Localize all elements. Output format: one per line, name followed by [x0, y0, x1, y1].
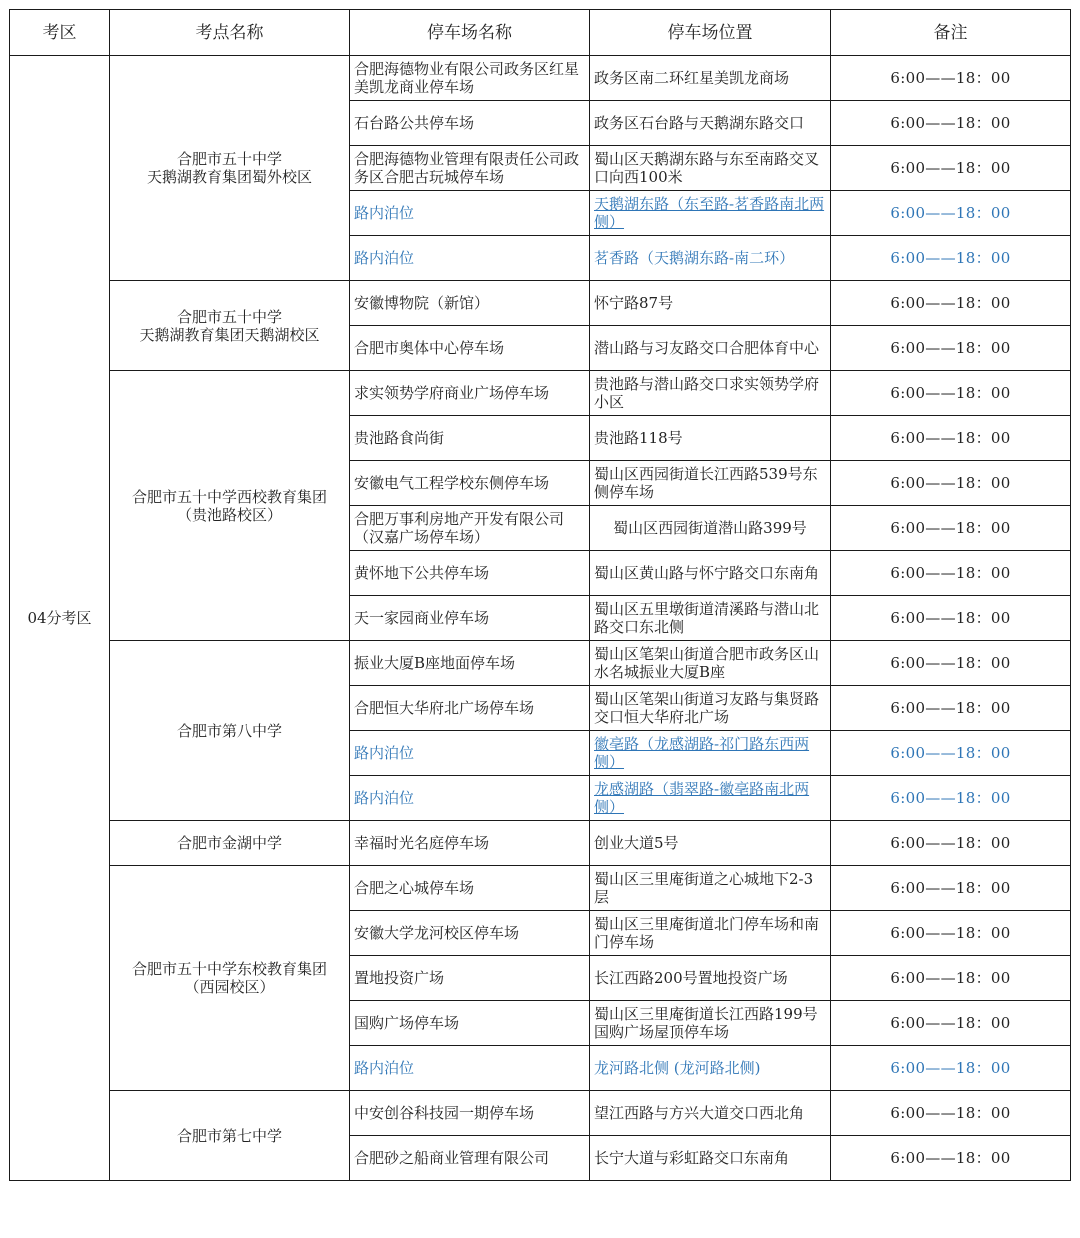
hours-cell: 6:00——18：00: [831, 281, 1071, 326]
hours-cell: 6:00——18：00: [831, 236, 1071, 281]
table-row: [10, 866, 1071, 911]
lot-name-cell: 路内泊位: [350, 236, 590, 281]
school-name-line1: 合肥市第七中学: [176, 1126, 282, 1145]
hours-cell: 6:00——18：00: [831, 1001, 1071, 1046]
school-name-line1: 合肥市五十中学: [176, 150, 282, 168]
table-row: [10, 56, 1071, 101]
hours-cell: 6:00——18：00: [831, 731, 1071, 776]
lot-name-cell: 贵池路食尚街: [350, 416, 590, 461]
hours-cell: 6:00——18：00: [831, 326, 1071, 371]
lot-name-cell: 合肥恒大华府北广场停车场: [350, 686, 590, 731]
hours-cell: 6:00——18：00: [831, 191, 1071, 236]
hours-cell: 6:00——18：00: [831, 821, 1071, 866]
lot-location-cell: 贵池路与潜山路交口求实领势学府小区: [590, 371, 831, 416]
header-region: 考区: [10, 10, 110, 56]
table-row: [10, 1091, 1071, 1136]
lot-location-cell: 蜀山区三里庵街道北门停车场和南门停车场: [590, 911, 831, 956]
lot-location-cell: 创业大道5号: [590, 821, 831, 866]
lot-name-cell: 路内泊位: [350, 776, 590, 821]
lot-location-cell: 长宁大道与彩虹路交口东南角: [590, 1136, 831, 1181]
hours-cell: 6:00——18：00: [831, 146, 1071, 191]
lot-name-cell: 路内泊位: [350, 191, 590, 236]
hours-cell: 6:00——18：00: [831, 371, 1071, 416]
hours-cell: 6:00——18：00: [831, 461, 1071, 506]
hours-cell: 6:00——18：00: [831, 776, 1071, 821]
lot-name-cell: 幸福时光名庭停车场: [350, 821, 590, 866]
table-body: [10, 56, 1071, 1181]
table-row: [10, 641, 1071, 686]
lot-location-cell: 贵池路118号: [590, 416, 831, 461]
header-remark: 备注: [831, 10, 1071, 56]
lot-name-cell: 合肥市奥体中心停车场: [350, 326, 590, 371]
lot-name-cell: 安徽电气工程学校东侧停车场: [350, 461, 590, 506]
school-cell: [110, 866, 350, 1091]
hours-cell: 6:00——18：00: [831, 1046, 1071, 1091]
hours-cell: 6:00——18：00: [831, 416, 1071, 461]
school-name-line1: 合肥市五十中学东校教育集团: [131, 960, 327, 978]
lot-location-cell: 蜀山区黄山路与怀宁路交口东南角: [590, 551, 831, 596]
lot-location-cell: 龙河路北侧 (龙河路北侧): [590, 1046, 831, 1091]
lot-name-cell: 天一家园商业停车场: [350, 596, 590, 641]
lot-location-cell: 怀宁路87号: [590, 281, 831, 326]
hours-cell: 6:00——18：00: [831, 956, 1071, 1001]
header-lot-location: 停车场位置: [590, 10, 831, 56]
table-row: [10, 281, 1071, 326]
hours-cell: 6:00——18：00: [831, 56, 1071, 101]
school-name-line2: 天鹅湖教育集团蜀外校区: [146, 168, 312, 186]
hours-cell: 6:00——18：00: [831, 596, 1071, 641]
hours-cell: 6:00——18：00: [831, 101, 1071, 146]
hours-cell: 6:00——18：00: [831, 641, 1071, 686]
lot-name-cell: 黄怀地下公共停车场: [350, 551, 590, 596]
lot-location-cell: 茗香路（天鹅湖东路-南二环）: [590, 236, 831, 281]
lot-name-cell: 路内泊位: [350, 1046, 590, 1091]
lot-location-cell: 天鹅湖东路（东至路-茗香路南北两侧）: [590, 191, 831, 236]
lot-name-cell: 合肥海德物业有限公司政务区红星美凯龙商业停车场: [350, 56, 590, 101]
lot-location-cell: 政务区南二环红星美凯龙商场: [590, 56, 831, 101]
lot-location-cell: 长江西路200号置地投资广场: [590, 956, 831, 1001]
school-name-line2: （贵池路校区）: [176, 505, 282, 524]
hours-cell: 6:00——18：00: [831, 1136, 1071, 1181]
lot-location-cell: 蜀山区天鹅湖东路与东至南路交叉口向西100米: [590, 146, 831, 191]
hours-cell: 6:00——18：00: [831, 911, 1071, 956]
school-cell: [110, 821, 350, 866]
school-cell: [110, 641, 350, 821]
lot-location-cell: 龙感湖路（翡翠路-徽亳路南北两侧）: [590, 776, 831, 821]
hours-cell: 6:00——18：00: [831, 551, 1071, 596]
hours-cell: 6:00——18：00: [831, 686, 1071, 731]
parking-table: [9, 9, 1071, 1181]
lot-location-cell: 蜀山区西园街道潜山路399号: [590, 506, 831, 551]
lot-name-cell: 中安创谷科技园一期停车场: [350, 1091, 590, 1136]
lot-name-cell: 路内泊位: [350, 731, 590, 776]
header-lot-name: 停车场名称: [350, 10, 590, 56]
school-name-line1: 合肥市五十中学西校教育集团: [131, 487, 327, 506]
lot-name-cell: 合肥砂之船商业管理有限公司: [350, 1136, 590, 1181]
hours-cell: 6:00——18：00: [831, 506, 1071, 551]
school-name-line1: 合肥市五十中学: [176, 307, 282, 326]
school-cell: [110, 56, 350, 281]
school-name-line1: 合肥市金湖中学: [176, 834, 282, 852]
school-name-line2: （西园校区）: [184, 978, 275, 996]
lot-location-cell: 政务区石台路与天鹅湖东路交口: [590, 101, 831, 146]
lot-name-cell: 合肥之心城停车场: [350, 866, 590, 911]
lot-location-cell: 蜀山区三里庵街道之心城地下2-3层: [590, 866, 831, 911]
school-cell: [110, 281, 350, 371]
table-row: [10, 371, 1071, 416]
lot-location-cell: 蜀山区三里庵街道长江西路199号国购广场屋顶停车场: [590, 1001, 831, 1046]
header-row: [10, 10, 1071, 56]
hours-cell: 6:00——18：00: [831, 1091, 1071, 1136]
lot-name-cell: 合肥海德物业管理有限责任公司政务区合肥古玩城停车场: [350, 146, 590, 191]
lot-name-cell: 求实领势学府商业广场停车场: [350, 371, 590, 416]
lot-location-cell: 潜山路与习友路交口合肥体育中心: [590, 326, 831, 371]
school-name-line2: 天鹅湖教育集团天鹅湖校区: [139, 325, 320, 344]
region-cell: 04分考区: [10, 56, 110, 1181]
lot-location-cell: 蜀山区西园街道长江西路539号东侧停车场: [590, 461, 831, 506]
header-school: 考点名称: [110, 10, 350, 56]
lot-location-cell: 蜀山区笔架山街道习友路与集贤路交口恒大华府北广场: [590, 686, 831, 731]
lot-name-cell: 安徽博物院（新馆）: [350, 281, 590, 326]
lot-location-cell: 望江西路与方兴大道交口西北角: [590, 1091, 831, 1136]
lot-location-cell: 蜀山区五里墩街道清溪路与潜山北路交口东北侧: [590, 596, 831, 641]
table-row: [10, 821, 1071, 866]
lot-name-cell: 安徽大学龙河校区停车场: [350, 911, 590, 956]
lot-name-cell: 振业大厦B座地面停车场: [350, 641, 590, 686]
lot-name-cell: 国购广场停车场: [350, 1001, 590, 1046]
school-cell: [110, 371, 350, 641]
hours-cell: 6:00——18：00: [831, 866, 1071, 911]
lot-name-cell: 石台路公共停车场: [350, 101, 590, 146]
school-name-line1: 合肥市第八中学: [176, 721, 282, 740]
lot-name-cell: 合肥万事利房地产开发有限公司（汉嘉广场停车场）: [350, 506, 590, 551]
lot-location-cell: 徽亳路（龙感湖路-祁门路东西两侧）: [590, 731, 831, 776]
lot-location-cell: 蜀山区笔架山街道合肥市政务区山水名城振业大厦B座: [590, 641, 831, 686]
lot-name-cell: 置地投资广场: [350, 956, 590, 1001]
school-cell: [110, 1091, 350, 1181]
